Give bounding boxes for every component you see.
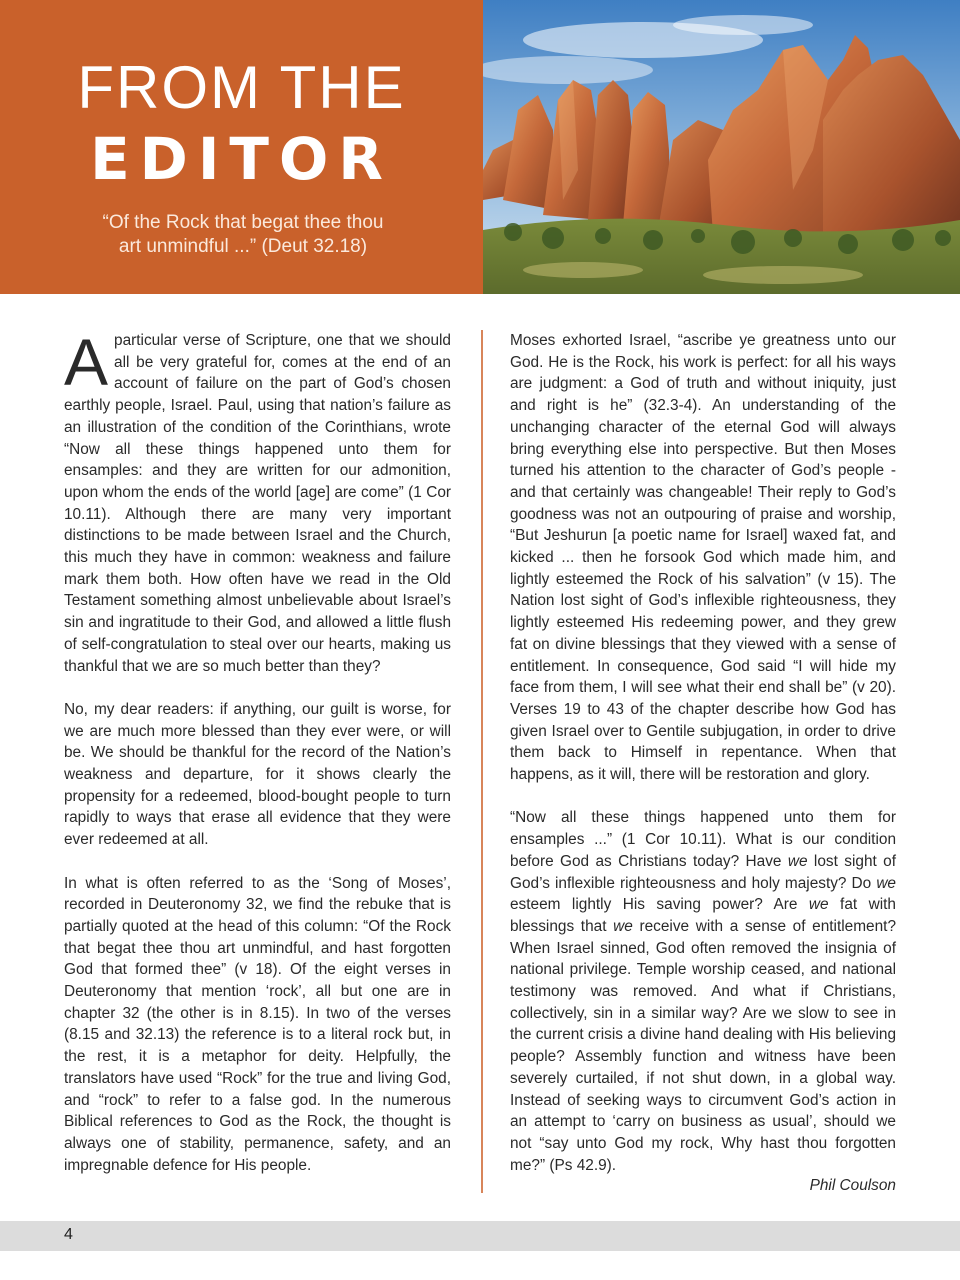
paragraph-text: particular verse of Scripture, one that we should all be very grateful for, comes at the end of an account of failure on the part of God’s chosen earthly people, Israel. Paul, using that nation’s failure as an illustration of the condition of the Corinthians, wrote “Now all these things happened unto them for ensamples: and they are written for our admonition, upon whom the ends of the world [age] are come” (1 Cor 10.11). Although there are many very important distinctions to be made between Israel and the Church, this much they have in common: weakness and failure mark them both. How often have we read in the Old Testament something almost unbelievable about Israel’s sin and ingratitude to their God, and allowed a little flush of self-congratulation to steal over our hearts, making us thankful that we are so much better than they? xyxy=(64,332,451,675)
emphasis: we xyxy=(876,874,896,892)
paragraph-text: fat with blessings that xyxy=(510,896,896,935)
column-divider xyxy=(481,330,483,1193)
header-panel xyxy=(0,0,483,294)
header-quote-line-2: art unmindful ...” (Deut 32.18) xyxy=(118,236,368,257)
paragraph-text: lost sight of God’s inflexible righteousness and holy majesty? Do xyxy=(510,852,896,892)
paragraph-text: esteem lightly His saving power? Are xyxy=(510,896,809,914)
emphasis: we xyxy=(808,896,829,914)
emphasis: we xyxy=(787,852,808,870)
header-quote-line-1: “Of the Rock that begat thee thou xyxy=(102,212,384,233)
page-number: 4 xyxy=(64,1226,73,1243)
rock-landscape-photo xyxy=(483,0,960,294)
footer-bar xyxy=(0,1221,960,1251)
paragraph-text: receive with a sense of entitlement? When Israel sinned, God often removed the insignia of national privilege. Temple worship ceased, and national testimony was removed. And what if Christians, collectively, sin in a similar way? Are we slow to see in the current crisis a divine hand dealing with His believing people? Assembly function and witness have been severely curtailed, if not shut down, in a global way. Instead of seeking ways to circumvent God’s action in an attempt to ‘carry on business as usual’, should we not “say unto God my rock, Why hast thou forgotten me?” (Ps 42.9). xyxy=(510,917,897,1174)
title-line-2: EDITOR xyxy=(90,125,393,193)
drop-cap: A xyxy=(64,325,109,399)
article-column-right xyxy=(510,330,896,1198)
author-signature: Phil Coulson xyxy=(809,1177,896,1194)
paragraph-text: “Now all these things happened unto them for ensamples ...” (1 Cor 10.11). What is our condition before God as Christians today? Have xyxy=(510,809,896,870)
header-quote xyxy=(70,211,416,259)
paragraph: Moses exhorted Israel, “ascribe ye greatness unto our God. He is the Rock, his work is perfect: for all his ways are judgment: a God of truth and without iniquity, just and right is he” (32.3-4). An understanding of the unchanging character of the eternal God will always bring everything else into perspective. But then Moses turned his attention to the character of God’s people - and that certainly was changeable! Their reply to God’s goodness was not an outpouring of praise and worship, “But Jeshurun [a poetic name for Israel] waxed fat, and kicked ... then he forsook God which made him, and lightly esteemed the Rock of his salvation” (v 15). The Nation lost sight of God’s inflexible righteousness, they lightly esteemed His redeeming power, and they grew fat on divine blessings that they viewed with a sense of entitlement. In consequence, God said “I will hide my face from them, I will see what their end shall be” (v 20). Verses 19 to 43 of the chapter describe how God has given Israel over to Gentile subjugation, in order to drive them back to Himself in repentance. When that happens, as it will, there will be restoration and glory. xyxy=(510,332,896,784)
paragraph xyxy=(64,325,451,677)
paragraph: No, my dear readers: if anything, our guilt is worse, for we are much more blessed than they ever were, or will be. We should be thankful for the record of the Nation’s weakness and departure, for it shows clearly the propensity for a redeemed, blood-bought people to turn rapidly to ways that erase all evidence that they were ever redeemed at all. xyxy=(64,700,451,849)
paragraph: In what is often referred to as the ‘Song of Moses’, recorded in Deuteronomy 32, we find the rebuke that is partially quoted at the head of this column: “Of the Rock that begat thee thou art unmindful, and hast forgotten God that formed thee” (v 18). Of the eight verses in Deuteronomy that mention ‘rock’, all but one are in chapter 32 (the other is in 8.15). In two of the verses (8.15 and 32.13) the reference is to a literal rock but, in the rest, it is a metaphor for deity. Helpfully, the translators have used “Rock” for the true and living God, and “rock” to refer to a false god. In the numerous Biblical references to God as the Rock, the thought is always one of stability, permanence, safety, and an impregnable defence for His people. xyxy=(64,874,451,1174)
title-line-1: FROM THE xyxy=(77,54,406,121)
paragraph xyxy=(510,807,896,1176)
emphasis: we xyxy=(613,917,633,935)
article-column-left xyxy=(64,325,451,1198)
